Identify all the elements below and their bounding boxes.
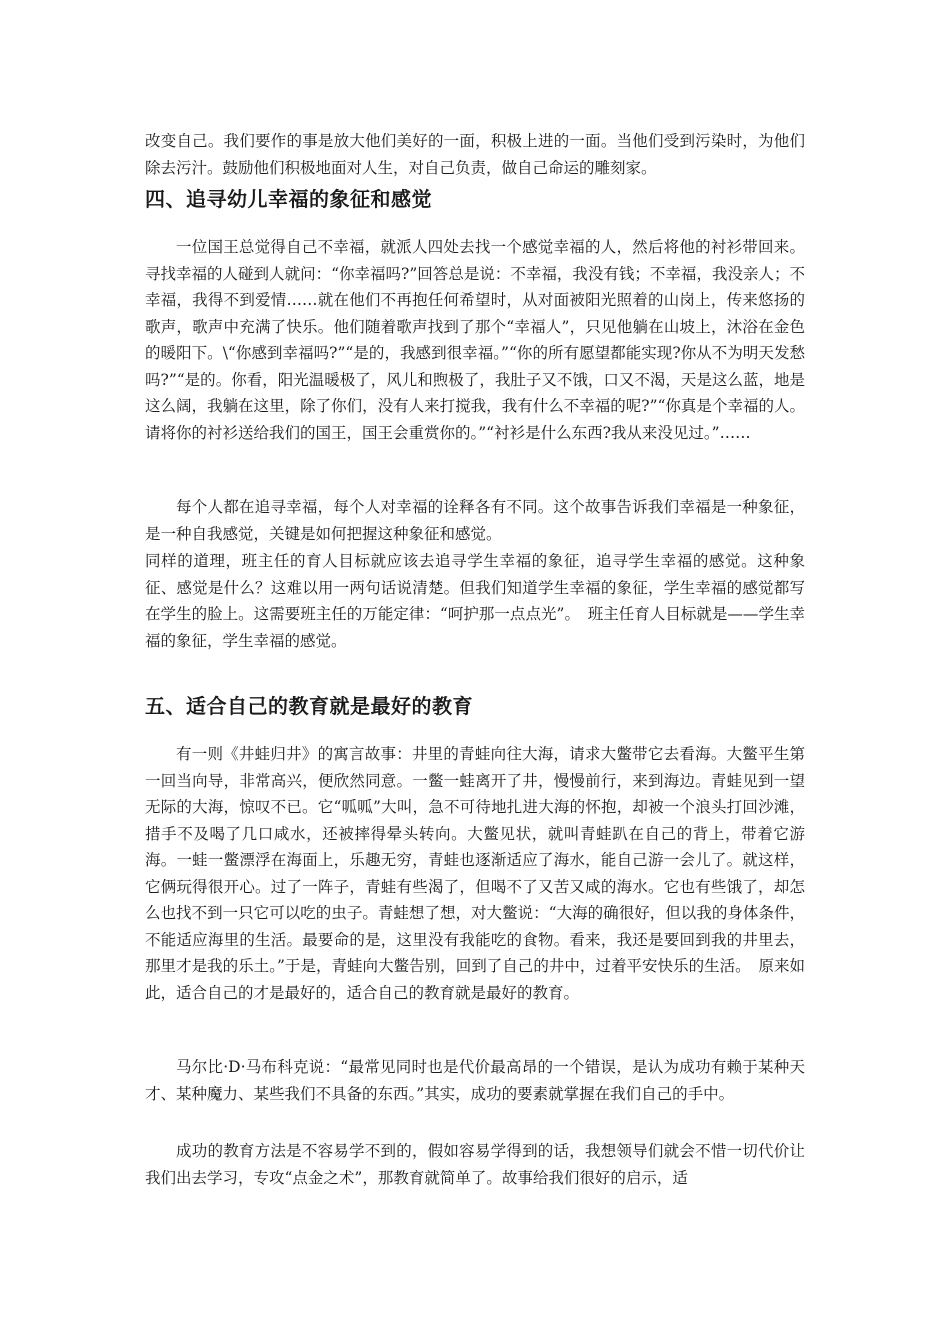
paragraph-intro: 改变自己。我们要作的事是放大他们美好的一面，积极上进的一面。当他们受到污染时，为他们除去污汁。鼓励他们积极地面对人生，对自己负责，做自己命运的雕刻家。: [145, 132, 805, 177]
paragraph-teacher-goal: 同样的道理，班主任的育人目标就应该去追寻学生幸福的象征，追寻学生幸福的感觉。这种象征、感觉是什么？这难以用一两句话说清楚。但我们知道学生幸福的象征，学生幸福的感觉都写在学生的脸上。这需要班主任的万能定律：“呵护那一点点光”。 班主任育人目标就是——学生幸福的象征，学生幸福的感觉。: [145, 552, 805, 650]
section-heading-5: 五、适合自己的教育就是最好的教育: [145, 694, 473, 718]
paragraph-happiness-symbol: 每个人都在追寻幸福，每个人对幸福的诠释各有不同。这个故事告诉我们幸福是一种象征，是一种自我感觉，关键是如何把握这种象征和感觉。: [145, 498, 805, 543]
paragraph-success-method: 成功的教育方法是不容易学不到的，假如容易学得到的话，我想领导们就会不惜一切代价让我们出去学习，专攻“点金之术”，那教育就简单了。故事给我们很好的启示，适: [145, 1142, 805, 1187]
paragraph-babcock-quote: 马尔比·D·马布科克说：“最常见同时也是代价最高昂的一个错误，是认为成功有赖于某种天才、某种魔力、某些我们不具备的东西。”其实，成功的要素就掌握在我们自己的手中。: [145, 1058, 805, 1103]
paragraph-frog-fable: 有一则《井蛙归井》的寓言故事：井里的青蛙向往大海，请求大鳖带它去看海。大鳖平生第一回当向导，非常高兴，便欣然同意。一鳖一蛙离开了井，慢慢前行，来到海边。青蛙见到一望无际的大海，惊叹不已。它“呱呱”大叫，急不可待地扎进大海的怀抱，却被一个浪头打回沙滩，措手不及喝了几口咸水，还被摔得晕头转向。大鳖见状，就叫青蛙趴在自己的背上，带着它游海。一蛙一鳖漂浮在海面上，乐趣无穷，青蛙也逐渐适应了海水，能自己游一会儿了。就这样，它俩玩得很开心。过了一阵子，青蛙有些渴了，但喝不了又苦又咸的海水。它也有些饿了，却怎么也找不到一只它可以吃的虫子。青蛙想了想，对大鳖说：“大海的确很好，但以我的身体条件，不能适应海里的生活。最要命的是，这里没有我能吃的食物。看来，我还是要回到我的井里去，那里才是我的乐土。”于是，青蛙向大鳖告别，回到了自己的井中，过着平安快乐的生活。 原来如此，适合自己的才是最好的，适合自己的教育就是最好的教育。: [145, 745, 805, 1002]
paragraph-king-story: 一位国王总觉得自己不幸福，就派人四处去找一个感觉幸福的人，然后将他的衬衫带回来。寻找幸福的人碰到人就问：“你幸福吗?”回答总是说：不幸福，我没有钱；不幸福，我没亲人；不幸福，我得不到爱情……就在他们不再抱任何希望时，从对面被阳光照着的山岗上，传来悠扬的歌声，歌声中充满了快乐。他们随着歌声找到了那个“幸福人”，只见他躺在山坡上，沐浴在金色的暖阳下。\“你感到幸福吗?”“是的，我感到很幸福。”“你的所有愿望都能实现?你从不为明天发愁吗?”“是的。你看，阳光温暖极了，风儿和煦极了，我肚子又不饿，口又不渴，天是这么蓝，地是这么阔，我躺在这里，除了你们，没有人来打搅我，我有什么不幸福的呢?”“你真是个幸福的人。请将你的衬衫送给我们的国王，国王会重赏你的。”“衬衫是什么东西?我从来没见过。”……: [145, 238, 805, 442]
section-heading-4: 四、追寻幼儿幸福的象征和感觉: [145, 187, 432, 211]
